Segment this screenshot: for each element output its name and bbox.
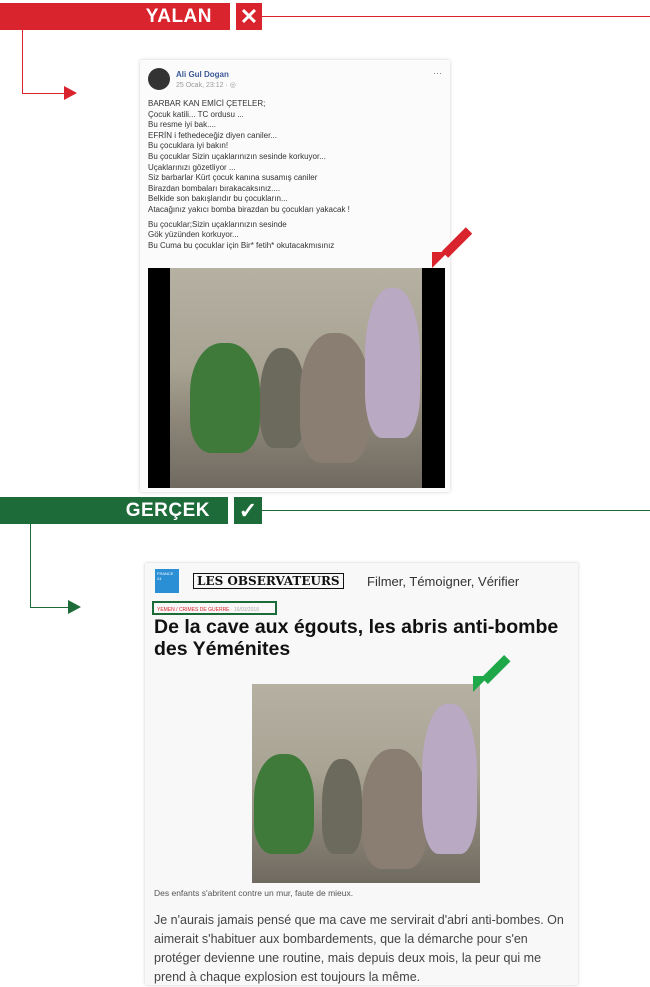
badge-text: FRANCE 24: [157, 571, 174, 581]
post-meta: 25 Ocak, 23:12 · ◎: [176, 82, 236, 89]
connector-line: [22, 30, 23, 94]
x-icon: ✕: [236, 3, 262, 30]
post-text: [148, 99, 350, 251]
children-photo: [170, 268, 422, 488]
post-author[interactable]: Ali Gul Dogan: [176, 70, 229, 79]
arrow-right-icon: [68, 600, 81, 614]
france24-badge[interactable]: [155, 569, 179, 593]
article-page: [145, 563, 578, 985]
divider-line: [262, 510, 650, 511]
breadcrumb-link[interactable]: YEMEN / CRIMES DE GUERRE: [157, 607, 230, 613]
article-photo[interactable]: [252, 684, 480, 883]
post-line: Bu Cuma bu çocuklar için Bir* fetih* okutacakmısınız: [148, 240, 335, 250]
breadcrumb: [152, 601, 277, 615]
post-line: Gök yüzünden korkuyor...: [148, 230, 239, 240]
check-icon: ✓: [234, 497, 262, 524]
photo-caption: Des enfants s'abritent contre un mur, faute de mieux.: [154, 888, 354, 898]
arrow-right-icon: [64, 86, 77, 100]
false-banner: [0, 3, 230, 30]
post-line: Birazdan bombaları bırakacaksınız....: [148, 183, 281, 193]
green-arrow-head: [473, 676, 489, 692]
site-logo[interactable]: LES OBSERVATEURS: [193, 573, 344, 589]
post-line: Bu çocuklara iyi bakın!: [148, 141, 229, 151]
connector-line: [22, 93, 66, 94]
post-line: Uçaklarınızı gözetliyor ...: [148, 162, 236, 172]
avatar: [148, 68, 170, 90]
post-image[interactable]: [148, 268, 445, 488]
post-line: Bu resme iyi bak....: [148, 120, 217, 130]
false-label: YALAN: [145, 5, 212, 27]
post-line: Atacağınız yakıcı bomba birazdan bu çocukları yakacak !: [148, 204, 350, 214]
post-line: Bu çocuklar;Sizin uçaklarınızın sesinde: [148, 219, 287, 229]
more-options-icon[interactable]: ···: [433, 68, 442, 78]
post-line: BARBAR KAN EMİCİ ÇETELER;: [148, 99, 266, 108]
post-line: Bu çocuklar Sizin uçaklarınızın sesinde korkuyor...: [148, 151, 326, 161]
article-date: · 16/03/2018: [230, 607, 259, 613]
connector-line: [30, 607, 70, 608]
connector-line: [30, 524, 31, 608]
true-banner: [0, 497, 228, 524]
post-line: Siz barbarlar Kürt çocuk kanına susamış caniler: [148, 173, 318, 183]
post-line: Belkide son bakışlarıdır bu çocukların...: [148, 194, 288, 204]
post-line: Çocuk katili... TC ordusu ...: [148, 109, 244, 119]
site-tagline: Filmer, Témoigner, Vérifier: [367, 574, 520, 589]
article-body: Je n'aurais jamais pensé que ma cave me servirait d'abri anti-bombes. On aimerait s'habituer aux bombardements, que la démarche pour s'en protéger devienne une routine, mais depuis deux mois, la peur qui me prend à chaque explosion est toujours la même.: [154, 913, 564, 984]
red-arrow-head: [432, 252, 448, 268]
true-label: GERÇEK: [125, 499, 210, 521]
divider-line: [262, 16, 650, 17]
facebook-post: [140, 60, 450, 492]
post-line: EFRİN i fethedeceğiz diyen caniler...: [148, 130, 277, 140]
article-title: De la cave aux égouts, les abris anti-bombe des Yéménites: [154, 616, 559, 660]
